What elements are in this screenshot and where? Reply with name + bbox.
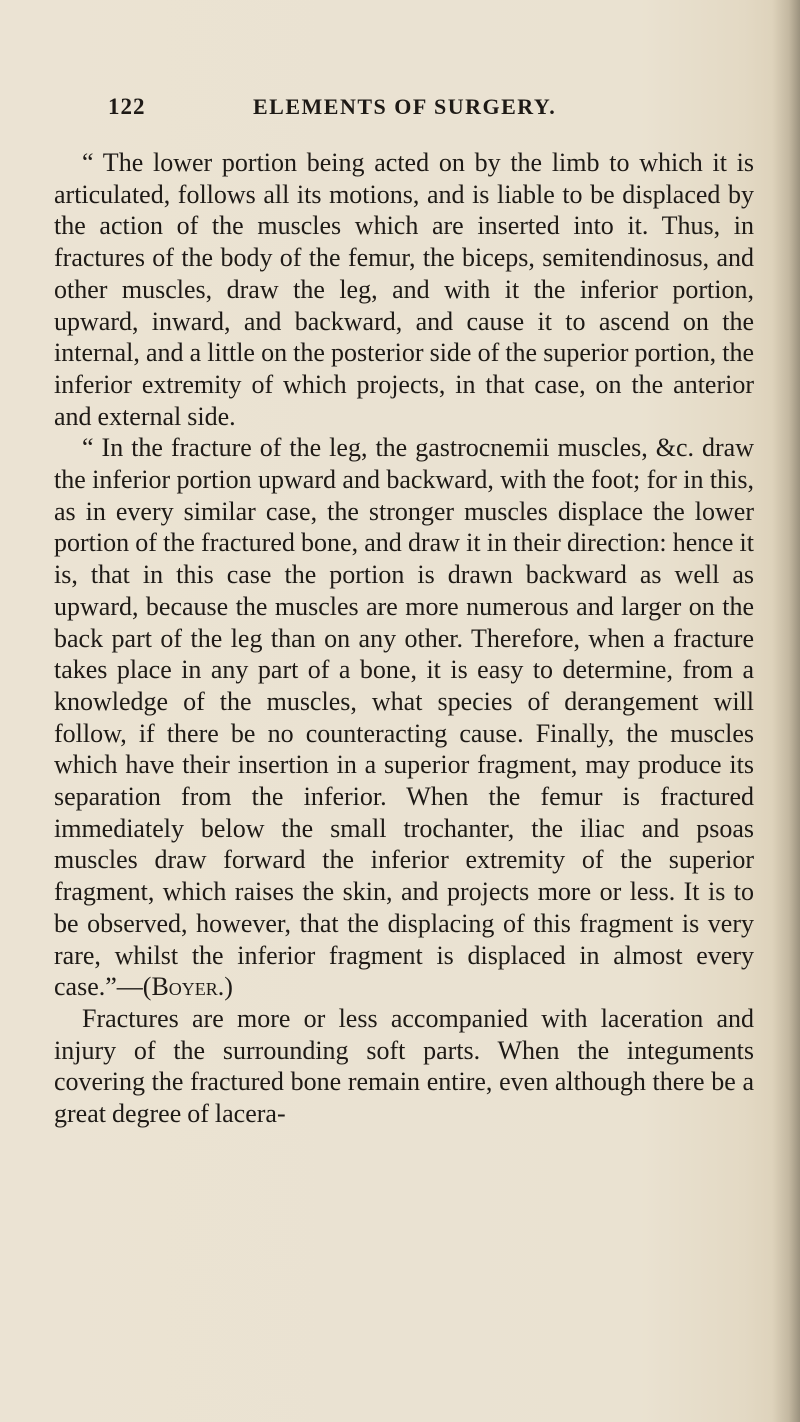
page-header — [108, 94, 748, 124]
body-text — [54, 147, 754, 1130]
page-number: 122 — [108, 94, 146, 119]
citation-author: Boyer. — [151, 972, 225, 1002]
paragraph-2 — [54, 432, 754, 1003]
page-edge-shadow — [772, 0, 800, 1422]
paragraph-1: “ The lower portion being acted on by the limb to which it is articulated, follows all its motions, and is liable to be displaced by the action of the muscles which are inserted into it. Thus, in fractures of the body of the femur, the biceps, semitendinosus, and other muscles, draw the leg, and with it the inferior portion, upward, inward, and backward, and cause it to ascend on the internal, and a little on the posterior side of the superior portion, the inferior extremity of which projects, in that case, on the anterior and external side. — [54, 148, 754, 431]
running-title: ELEMENTS OF SURGERY. — [253, 94, 557, 119]
paragraph-3: Fractures are more or less accompanied with laceration and injury of the surrounding soft parts. When the integuments covering the fractured bone remain entire, even although there be a great degree of lacera- — [54, 1003, 754, 1129]
citation-close: ) — [224, 972, 233, 1002]
paragraph-2-text: “ In the fracture of the leg, the gastrocnemii muscles, &c. draw the inferior portion upward and backward, with the foot; for in this, as in every similar case, the stronger muscles displace the lower portion of the fractured bone, and draw it in their direction: hence it is, that in this case the portion is drawn backward as well as upward, because the muscles are more numerous and larger on the back part of the leg than on any other. Therefore, when a fracture takes place in any part of a bone, it is easy to determine, from a knowledge of the muscles, what species of derangement will follow, if there be no counteracting cause. Finally, the muscles which have their insertion in a superior fragment, may produce its separation from the inferior. When the femur is fractured immediately below the small trochanter, the iliac and psoas muscles draw forward the inferior extremity of the superior fragment, which raises the skin, and projects more or less. It is to be observed, however, that the displacing of this fragment is very rare, whilst the inferior fragment is displaced in almost every case.”—( — [54, 433, 754, 1002]
